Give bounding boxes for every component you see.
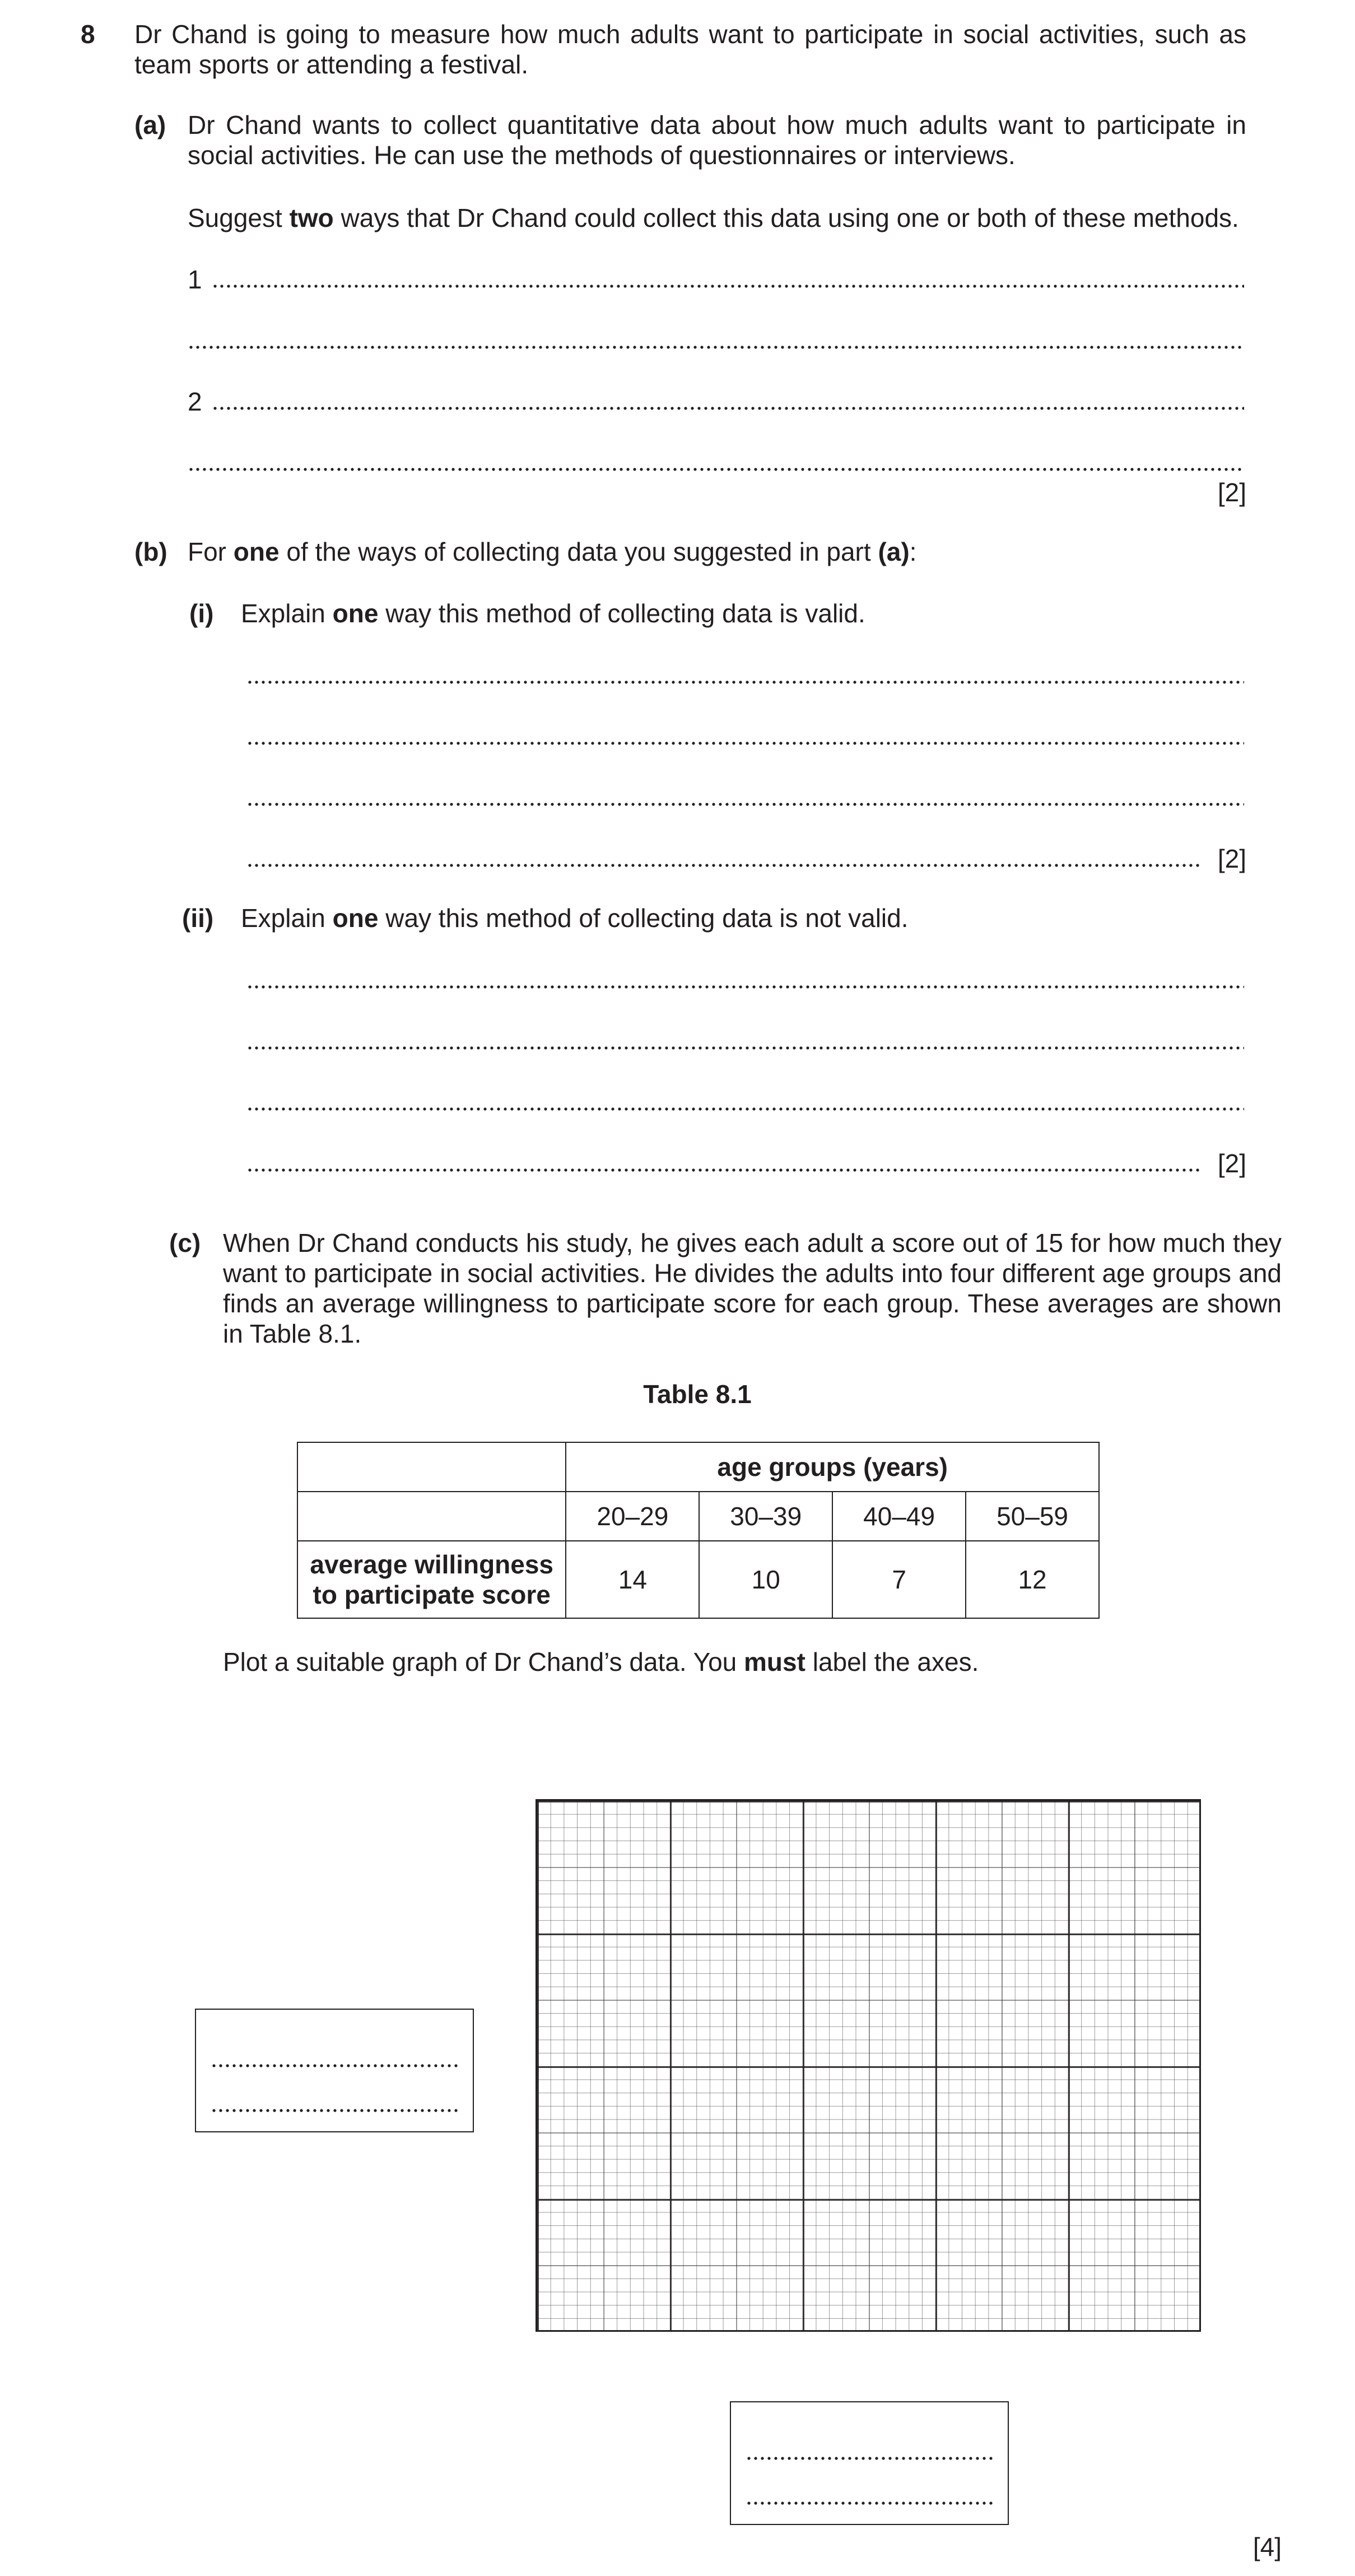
answer-line-bii-3[interactable] bbox=[246, 1107, 1244, 1111]
part-b-text: For one of the ways of collecting data you suggested in part (a): bbox=[188, 537, 917, 566]
part-c-label: (c) bbox=[169, 1228, 201, 1257]
table-column-header: 40–49 bbox=[832, 1492, 966, 1541]
answer-line-bi-1[interactable] bbox=[246, 680, 1244, 684]
y-axis-label-line-2[interactable] bbox=[211, 2108, 459, 2113]
answer-line-a2-1[interactable] bbox=[212, 406, 1244, 411]
part-a-label: (a) bbox=[134, 110, 166, 139]
table-column-header: 30–39 bbox=[699, 1492, 832, 1541]
table-column-header: 50–59 bbox=[966, 1492, 1099, 1541]
part-b-ii-marks: [2] bbox=[1217, 1149, 1246, 1178]
y-axis-label-box[interactable] bbox=[195, 2009, 474, 2132]
answer-line-number-1: 1 bbox=[188, 265, 202, 294]
x-axis-label-line-2[interactable] bbox=[746, 2501, 994, 2505]
answer-line-bi-3[interactable] bbox=[246, 802, 1244, 807]
answer-line-a2-2[interactable] bbox=[188, 467, 1244, 472]
answer-line-bii-4[interactable] bbox=[246, 1168, 1200, 1172]
table-header-age-groups: age groups (years) bbox=[566, 1442, 1099, 1492]
part-c-marks: [4] bbox=[1252, 2532, 1282, 2561]
part-a-text: Dr Chand wants to collect quantitative data about how much adults want to participate in social activities. He can use the methods of questionnaires or interviews. bbox=[188, 110, 1246, 170]
table-cell: 10 bbox=[699, 1541, 832, 1618]
table-cell: 7 bbox=[832, 1541, 966, 1618]
part-b-i-text: Explain one way this method of collecting data is valid. bbox=[241, 599, 865, 628]
part-b-i-marks: [2] bbox=[1217, 844, 1246, 873]
answer-line-a1-2[interactable] bbox=[188, 345, 1244, 350]
answer-line-bii-1[interactable] bbox=[246, 985, 1244, 989]
table-column-header: 20–29 bbox=[566, 1492, 699, 1541]
graph-grid[interactable] bbox=[536, 1799, 1201, 2332]
table-cell: 12 bbox=[966, 1541, 1099, 1618]
part-b-i-label: (i) bbox=[189, 599, 214, 628]
y-axis-label-line-1[interactable] bbox=[211, 2063, 459, 2068]
table-cell: 14 bbox=[566, 1541, 699, 1618]
x-axis-label-box[interactable] bbox=[730, 2401, 1009, 2525]
part-b-label: (b) bbox=[134, 537, 167, 566]
table-empty-cell bbox=[297, 1492, 566, 1541]
part-a-marks: [2] bbox=[1217, 478, 1246, 507]
table-title: Table 8.1 bbox=[643, 1380, 752, 1409]
question-intro: Dr Chand is going to measure how much adults want to participate in social activities, such as team sports or attending a festival. bbox=[134, 20, 1246, 79]
answer-line-bi-4[interactable] bbox=[246, 863, 1200, 868]
table-row-label: average willingness to participate score bbox=[297, 1541, 566, 1618]
x-axis-label-line-1[interactable] bbox=[746, 2456, 994, 2461]
table-columns-row bbox=[297, 1492, 1099, 1541]
table-empty-cell bbox=[297, 1442, 566, 1492]
table-8-1 bbox=[297, 1442, 1100, 1619]
answer-line-a1-1[interactable] bbox=[212, 284, 1244, 288]
table-header-row bbox=[297, 1442, 1099, 1492]
part-c-text: When Dr Chand conducts his study, he gives each adult a score out of 15 for how much they want to participate in social activities. He divides the adults into four different age groups and finds an average willingness to participate score for each group. These averages are shown in Table 8.1. bbox=[223, 1228, 1282, 1348]
part-a-prompt: Suggest two ways that Dr Chand could collect this data using one or both of these methods. bbox=[188, 203, 1239, 232]
part-b-ii-text: Explain one way this method of collecting data is not valid. bbox=[241, 903, 909, 933]
question-number: 8 bbox=[81, 20, 95, 49]
table-data-row bbox=[297, 1541, 1099, 1618]
answer-line-bii-2[interactable] bbox=[246, 1046, 1244, 1050]
part-b-ii-label: (ii) bbox=[182, 903, 214, 933]
part-c-prompt: Plot a suitable graph of Dr Chand’s data. You must label the axes. bbox=[223, 1647, 979, 1676]
answer-line-bi-2[interactable] bbox=[246, 741, 1244, 746]
answer-line-number-2: 2 bbox=[188, 387, 202, 416]
